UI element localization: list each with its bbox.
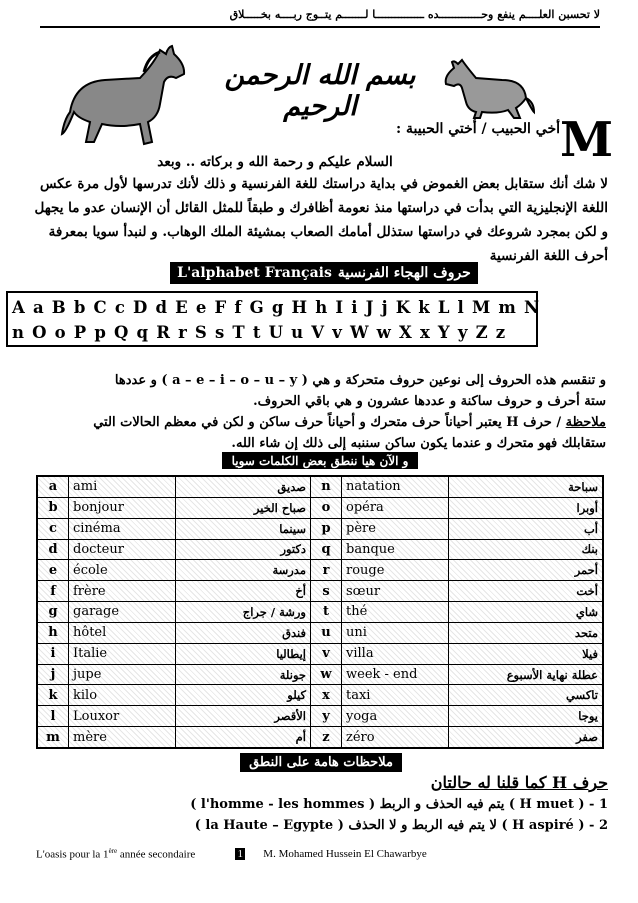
table-cell-l2: w [311, 664, 342, 685]
table-cell-w1: Italie [69, 643, 176, 664]
table-cell-l1: l [38, 706, 69, 727]
table-cell-w2: villa [342, 643, 449, 664]
greeting: السلام عليكم و رحمة الله و بركاته .. وبعد [157, 154, 393, 170]
table-cell-l1: k [38, 685, 69, 706]
salutation: أخي الحبيب / أختي الحبيبة : [395, 121, 560, 137]
table-cell-a2: شاي [449, 602, 603, 623]
table-cell-a2: صفر [449, 727, 603, 748]
table-cell-l1: e [38, 560, 69, 581]
table-cell-w2: banque [342, 539, 449, 560]
table-cell-l2: z [311, 727, 342, 748]
alphabet-banner-ar: حروف الهجاء الفرنسية [337, 265, 471, 281]
table-cell-w2: père [342, 518, 449, 539]
big-letter-m: M [560, 112, 614, 168]
table-cell-w1: cinéma [69, 518, 176, 539]
table-cell-w1: hôtel [69, 622, 176, 643]
page-number: 1 [235, 848, 245, 860]
table-cell-w1: Louxor [69, 706, 176, 727]
basmala-title: بسم الله الرحمن الرحيم [224, 60, 416, 122]
table-cell-a2: أوبرا [449, 497, 603, 518]
table-cell-w2: opéra [342, 497, 449, 518]
intro-paragraph: لا شك أنك ستقابل بعض الغموض في بداية دراستك للغة الفرنسية و ذلك لأنك تدرسها لأول مرة عكس اللغة الإنجليزية التي بدأت في دراستها منذ نعومة أظافرك و طبقاً للمثل القائل أن الإنسان عدو ما يجهل و لكن بمجرد شروعك في دراستها ستذلل أمامك الصعاب بمشيئة الملك الوهاب. و لنبدأ سويا بمعرفة أحرف اللغة الفرنسية [34, 176, 608, 264]
alphabet-line-1: A a B b C c D d E e F f G g H h I i J j K k L l M m N [12, 298, 541, 317]
table-cell-l1: j [38, 664, 69, 685]
table-cell-l1: d [38, 539, 69, 560]
table-cell-l2: n [311, 477, 342, 498]
h-heading: حرف H كما قلنا له حالتان [430, 773, 608, 792]
table-cell-w2: sœur [342, 581, 449, 602]
table-cell-a2: أب [449, 518, 603, 539]
table-cell-w2: natation [342, 477, 449, 498]
table-cell-l2: v [311, 643, 342, 664]
table-cell-a2: أحمر [449, 560, 603, 581]
table-cell-a1: مدرسة [176, 560, 311, 581]
table-cell-w2: uni [342, 622, 449, 643]
h-rule-aspire: 2 - ( H aspiré ) لا يتم فيه الربط و لا الحذف ( la Haute – Egypte ) [194, 818, 608, 833]
table-cell-a2: بنك [449, 539, 603, 560]
table-cell-a1: إيطاليا [176, 643, 311, 664]
footer-course-post: année secondaire [117, 848, 196, 861]
vocab-banner: و الآن هيا ننطق بعض الكلمات سويا [222, 452, 418, 469]
alphabet-banner-fr: L'alphabet Français [177, 265, 332, 281]
table-cell-a2: سباحة [449, 477, 603, 498]
alphabet-line-2: n O o P p Q q R r S s T t U u V v W w X x Y y Z z [12, 323, 507, 342]
table-cell-l1: g [38, 602, 69, 623]
table-cell-w1: garage [69, 602, 176, 623]
horse-right-illustration [436, 58, 536, 120]
table-cell-a1: صباح الخير [176, 497, 311, 518]
horse-left-illustration [60, 42, 190, 152]
footer [36, 845, 602, 863]
note-label: ملاحظة [565, 415, 606, 430]
division-line-2: ستة أحرف و حروف ساكنة و عددها عشرون و هي باقي الحروف. [253, 394, 606, 409]
note-text: / حرف H يعتبر أحياناً حرف متحرك و أحياناً حرف ساكن و لكن في معظم الحالات التي [93, 415, 566, 430]
table-cell-w1: mère [69, 727, 176, 748]
table-cell-l2: t [311, 602, 342, 623]
alphabet-box [6, 291, 541, 347]
table-row [38, 497, 603, 518]
table-cell-l2: p [311, 518, 342, 539]
alphabet-banner [170, 262, 478, 284]
vocabulary-table [36, 475, 604, 749]
table-cell-l2: o [311, 497, 342, 518]
table-cell-w1: frère [69, 581, 176, 602]
division-note [28, 412, 606, 433]
table-row [38, 706, 603, 727]
table-row [38, 643, 603, 664]
table-cell-a1: الأقصر [176, 706, 311, 727]
table-cell-l1: h [38, 622, 69, 643]
table-cell-l2: y [311, 706, 342, 727]
table-row [38, 539, 603, 560]
table-cell-w2: week - end [342, 664, 449, 685]
table-row [38, 622, 603, 643]
table-cell-l1: i [38, 643, 69, 664]
table-cell-a2: تاكسي [449, 685, 603, 706]
h-rule-muet: 1 - ( H muet ) يتم فيه الحذف و الربط ( l'homme - les hommes ) [190, 797, 608, 812]
table-cell-l1: m [38, 727, 69, 748]
table-row [38, 664, 603, 685]
table-cell-a1: ورشة / جراج [176, 602, 311, 623]
table-row [38, 581, 603, 602]
table-cell-a2: يوجا [449, 706, 603, 727]
notes-banner: ملاحظات هامة على النطق [240, 753, 402, 772]
table-cell-w1: docteur [69, 539, 176, 560]
table-cell-a1: صديق [176, 477, 311, 498]
table-cell-w2: yoga [342, 706, 449, 727]
table-cell-w1: jupe [69, 664, 176, 685]
table-cell-l2: u [311, 622, 342, 643]
table-cell-w2: taxi [342, 685, 449, 706]
table-row [38, 477, 603, 498]
table-cell-w2: thé [342, 602, 449, 623]
division-line-1: و تنقسم هذه الحروف إلى نوعين حروف متحركة و هي ( a – e – i – o – u – y ) و عددها [114, 373, 606, 388]
table-cell-w1: ami [69, 477, 176, 498]
footer-course [36, 847, 195, 861]
footer-course-sup: ère [108, 847, 118, 856]
table-cell-a1: أم [176, 727, 311, 748]
table-cell-l2: q [311, 539, 342, 560]
table-cell-l2: x [311, 685, 342, 706]
table-cell-w1: kilo [69, 685, 176, 706]
table-cell-l1: a [38, 477, 69, 498]
footer-author: M. Mohamed Hussein El Chawarbye [263, 848, 427, 860]
table-row [38, 518, 603, 539]
table-cell-a1: سينما [176, 518, 311, 539]
table-cell-w2: zéro [342, 727, 449, 748]
table-cell-a2: فيلا [449, 643, 603, 664]
table-cell-l2: r [311, 560, 342, 581]
table-cell-a1: جونلة [176, 664, 311, 685]
table-cell-a1: دكتور [176, 539, 311, 560]
table-cell-a1: أخ [176, 581, 311, 602]
footer-course-pre: L'oasis pour la 1 [36, 848, 109, 861]
table-row [38, 560, 603, 581]
table-cell-l1: c [38, 518, 69, 539]
table-cell-w1: école [69, 560, 176, 581]
table-cell-w1: bonjour [69, 497, 176, 518]
table-cell-a2: عطلة نهاية الأسبوع [449, 664, 603, 685]
table-row [38, 727, 603, 748]
division-paragraph [28, 370, 606, 454]
table-cell-a1: فندق [176, 622, 311, 643]
division-line-4: ستقابلك فهو متحرك و عندما يكون ساكن سننبه إلى ذلك إن شاء الله. [231, 436, 606, 451]
top-motto: لا تحسبن العلــــم ينفع وحـــــــــــــده ـــــــــــــــا لـــــــم يتــوج ربــــه بخـــــلاق [40, 8, 600, 28]
table-cell-a2: أخت [449, 581, 603, 602]
table-cell-a1: كيلو [176, 685, 311, 706]
table-row [38, 602, 603, 623]
table-cell-l1: f [38, 581, 69, 602]
table-cell-l1: b [38, 497, 69, 518]
table-cell-w2: rouge [342, 560, 449, 581]
table-cell-a2: متحد [449, 622, 603, 643]
table-cell-l2: s [311, 581, 342, 602]
table-row [38, 685, 603, 706]
